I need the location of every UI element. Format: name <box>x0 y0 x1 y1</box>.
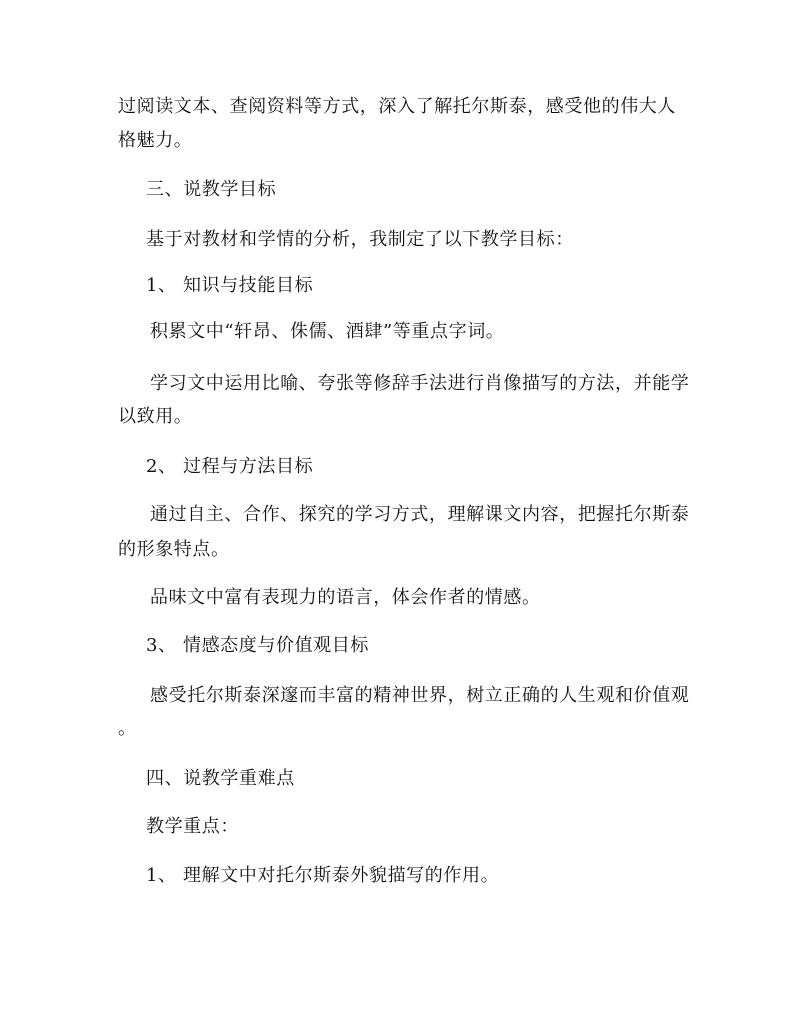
body-text-line: 积累文中“轩昂、侏儒、酒肆”等重点字词。 <box>150 321 505 342</box>
section-heading: 四、说教学重难点 <box>146 768 295 789</box>
subsection-heading: 1、 知识与技能目标 <box>146 275 314 296</box>
subsection-heading: 2、 过程与方法目标 <box>146 456 314 477</box>
body-text-line: 。 <box>118 718 137 739</box>
body-text-line: 的形象特点。 <box>118 539 230 560</box>
body-text-line: 以致用。 <box>118 406 193 427</box>
section-heading: 三、说教学目标 <box>146 179 277 200</box>
body-text-line: 教学重点： <box>146 816 239 837</box>
body-text-line: 品味文中富有表现力的语言，体会作者的情感。 <box>150 587 541 608</box>
body-text-line: 格魅力。 <box>118 130 193 151</box>
body-text-line: 基于对教材和学情的分析，我制定了以下教学目标： <box>146 229 574 250</box>
body-text-line: 感受托尔斯泰深邃而丰富的精神世界，树立正确的人生观和价值观 <box>150 685 690 706</box>
subsection-heading: 3、 情感态度与价值观目标 <box>146 635 369 656</box>
body-text-line: 学习文中运用比喻、夸张等修辞手法进行肖像描写的方法，并能学 <box>150 373 690 394</box>
list-item: 1、 理解文中对托尔斯泰外貌描写的作用。 <box>146 865 500 886</box>
body-text-line: 通过自主、合作、探究的学习方式，理解课文内容，把握托尔斯泰 <box>150 504 690 525</box>
body-text-line: 过阅读文本、查阅资料等方式，深入了解托尔斯泰，感受他的伟大人 <box>118 96 676 117</box>
